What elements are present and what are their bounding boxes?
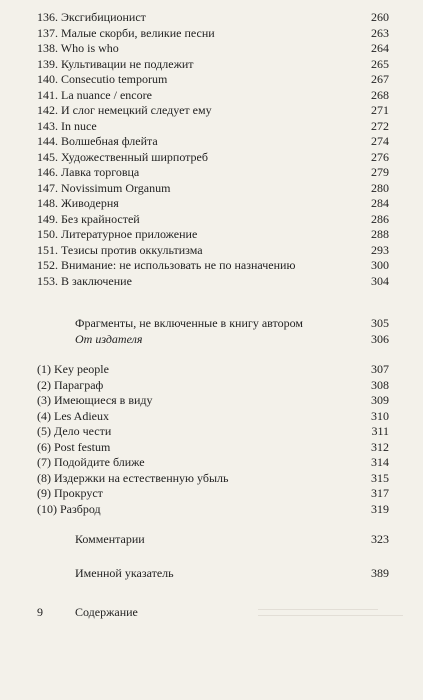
toc-entry xyxy=(37,362,389,378)
toc-entry-title: 143. In nuce xyxy=(37,118,97,133)
toc-entry-title: (5) Дело чести xyxy=(37,424,112,438)
toc-entry-title: (4) Les Adieux xyxy=(37,408,109,423)
toc-entry-page: 389 xyxy=(371,566,389,580)
toc-entry-page: 284 xyxy=(371,196,389,210)
toc-entry-title: 152. Внимание: не использовать не по назначению xyxy=(37,258,296,272)
toc-entry-page: 260 xyxy=(371,10,389,24)
toc-entry xyxy=(37,486,389,502)
toc-main-list xyxy=(37,10,389,289)
toc-fragments-list xyxy=(37,362,389,517)
toc-entry-title: От издателя xyxy=(75,331,143,346)
toc-entry-page: 272 xyxy=(371,118,389,133)
toc-entry-page: 276 xyxy=(371,149,389,164)
toc-entry-title: (7) Подойдите ближе xyxy=(37,455,145,469)
toc-entry-page: 323 xyxy=(371,532,389,546)
toc-entry-page: 280 xyxy=(371,180,389,195)
toc-entry-title: 150. Литературное приложение xyxy=(37,227,198,241)
toc-entry xyxy=(37,181,389,197)
bleed-through-text xyxy=(258,604,408,616)
toc-entry-page: 305 xyxy=(371,316,389,330)
toc-entry-title: 149. Без крайностей xyxy=(37,211,140,226)
toc-entry-page: 293 xyxy=(371,242,389,257)
toc-entry xyxy=(37,393,389,409)
toc-entry-title: Фрагменты, не включенные в книгу автором xyxy=(75,316,303,330)
toc-entry-title: 139. Культивации не подлежит xyxy=(37,56,194,71)
toc-entry xyxy=(37,471,389,487)
toc-entry-page: 268 xyxy=(371,87,389,102)
toc-entry xyxy=(37,134,389,150)
toc-entry-page: 288 xyxy=(371,227,389,241)
toc-entry xyxy=(37,378,389,394)
toc-entry-page: 319 xyxy=(371,501,389,516)
toc-entry-title: (2) Параграф xyxy=(37,377,104,392)
toc-entry-page: 267 xyxy=(371,72,389,86)
toc-entry-page: 265 xyxy=(371,56,389,71)
toc-entry xyxy=(37,119,389,135)
toc-entry-publisher-note xyxy=(37,332,389,348)
toc-entry-page: 307 xyxy=(371,362,389,376)
toc-entry xyxy=(37,26,389,42)
running-title: Содержание xyxy=(75,605,138,619)
toc-entry-page: 314 xyxy=(371,455,389,469)
toc-entry-title: (6) Post festum xyxy=(37,439,111,454)
toc-entry xyxy=(37,440,389,456)
toc-entry-name-index xyxy=(75,566,389,582)
toc-entry-title: 148. Живодерня xyxy=(37,196,119,210)
toc-entry-page: 309 xyxy=(371,393,389,407)
toc-entry-title: 138. Who is who xyxy=(37,41,119,55)
toc-entry-page: 263 xyxy=(371,25,389,40)
toc-entry-page: 308 xyxy=(371,377,389,392)
toc-entry xyxy=(37,502,389,518)
toc-entry xyxy=(37,258,389,274)
toc-entry-title: 145. Художественный ширпотреб xyxy=(37,149,208,164)
toc-entry-title: 147. Novissimum Organum xyxy=(37,180,171,195)
toc-entry-title: (8) Издержки на естественную убыль xyxy=(37,470,229,485)
toc-entry-page: 315 xyxy=(371,470,389,485)
toc-entry-title: 136. Эксгибиционист xyxy=(37,10,146,24)
toc-entry-title: 153. В заключение xyxy=(37,273,132,288)
toc-entry-comments xyxy=(75,532,389,548)
toc-entry-page: 264 xyxy=(371,41,389,55)
toc-entry-page: 271 xyxy=(371,103,389,117)
toc-entry-page: 300 xyxy=(371,258,389,272)
toc-entry xyxy=(37,165,389,181)
toc-entry-title: Комментарии xyxy=(75,532,145,546)
toc-entry-page: 317 xyxy=(371,486,389,500)
toc-entry-page: 311 xyxy=(371,424,389,438)
toc-entry-title: 151. Тезисы против оккультизма xyxy=(37,242,203,257)
toc-entry-title: (3) Имеющиеся в виду xyxy=(37,393,153,407)
toc-entry xyxy=(37,274,389,290)
toc-entry xyxy=(37,455,389,471)
toc-entry xyxy=(37,227,389,243)
toc-entry-title: 137. Малые скорби, великие песни xyxy=(37,25,215,40)
toc-entry-title: 142. И слог немецкий следует ему xyxy=(37,103,212,117)
toc-entry xyxy=(37,409,389,425)
toc-entry-fragments-excluded xyxy=(37,316,389,332)
toc-entry-title: (1) Key people xyxy=(37,362,109,376)
toc-entry xyxy=(37,41,389,57)
toc-entry-title: (10) Разброд xyxy=(37,501,101,516)
page-number: 9 xyxy=(37,605,43,619)
toc-entry xyxy=(37,212,389,228)
toc-entry-title: 141. La nuance / encore xyxy=(37,87,152,102)
toc-entry-title: (9) Прокруст xyxy=(37,486,103,500)
toc-entry-title: 144. Волшебная флейта xyxy=(37,134,158,148)
toc-extras-list xyxy=(37,316,389,347)
toc-entry-page: 274 xyxy=(371,134,389,148)
toc-entry-page: 304 xyxy=(371,273,389,288)
toc-entry-title: 140. Consecutio temporum xyxy=(37,72,168,86)
toc-entry-page: 279 xyxy=(371,165,389,179)
toc-entry xyxy=(37,88,389,104)
toc-entry xyxy=(37,57,389,73)
toc-entry-page: 306 xyxy=(371,331,389,346)
toc-entry-page: 286 xyxy=(371,211,389,226)
toc-entry xyxy=(37,72,389,88)
toc-entry-title: 146. Лавка торговца xyxy=(37,165,140,179)
toc-entry xyxy=(37,10,389,26)
toc-entry xyxy=(37,196,389,212)
toc-entry-page: 310 xyxy=(371,408,389,423)
toc-entry-page: 312 xyxy=(371,439,389,454)
toc-entry xyxy=(37,424,389,440)
toc-entry xyxy=(37,150,389,166)
toc-entry xyxy=(37,243,389,259)
toc-entry-title: Именной указатель xyxy=(75,566,174,580)
toc-entry xyxy=(37,103,389,119)
